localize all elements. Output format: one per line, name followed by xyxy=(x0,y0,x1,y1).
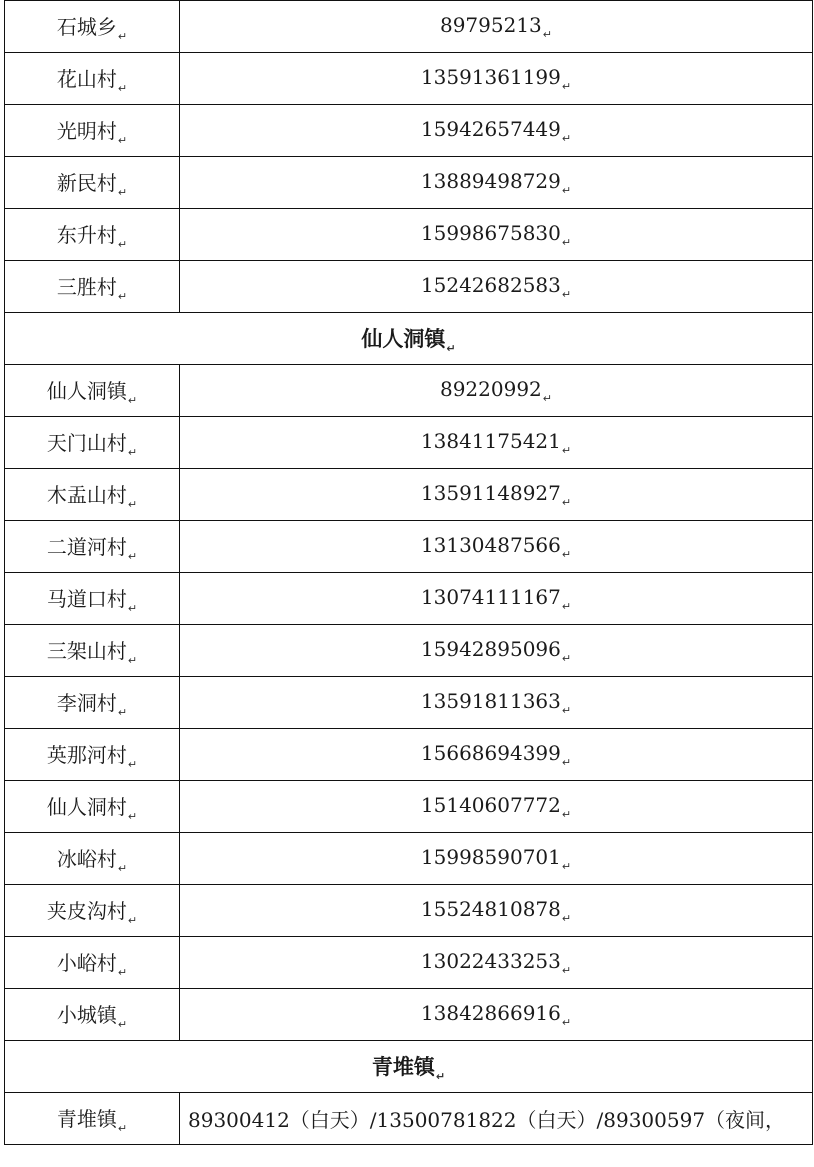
village-name: 小城镇 xyxy=(56,1002,117,1027)
paragraph-mark: ↵ xyxy=(127,549,138,563)
village-name: 英那河村 xyxy=(46,742,127,767)
phone-number: 13074111167 xyxy=(420,584,561,609)
paragraph-mark: ↵ xyxy=(561,547,572,561)
phone-number: 13130487566 xyxy=(420,532,561,557)
table-row xyxy=(5,989,813,1041)
table-row xyxy=(5,781,813,833)
table-row xyxy=(5,625,813,677)
paragraph-mark: ↵ xyxy=(561,443,572,457)
village-name-cell xyxy=(5,573,180,625)
village-name: 仙人洞村 xyxy=(46,794,127,819)
village-name: 三胜村 xyxy=(56,274,117,299)
phone-number: 89220992 xyxy=(439,376,542,401)
table-row xyxy=(5,469,813,521)
phone-number-cell xyxy=(180,365,813,417)
paragraph-mark: ↵ xyxy=(117,705,128,719)
village-name-cell xyxy=(5,989,180,1041)
phone-number-cell xyxy=(180,1093,813,1145)
paragraph-mark: ↵ xyxy=(561,131,572,145)
phone-number: 15998590701 xyxy=(420,844,561,869)
village-name: 光明村 xyxy=(56,118,117,143)
phone-number: 13889498729 xyxy=(420,168,561,193)
table-row xyxy=(5,1093,813,1145)
paragraph-mark: ↵ xyxy=(117,965,128,979)
paragraph-mark: ↵ xyxy=(117,185,128,199)
table-row xyxy=(5,833,813,885)
village-name: 东升村 xyxy=(56,222,117,247)
paragraph-mark: ↵ xyxy=(561,911,572,925)
village-name-cell xyxy=(5,261,180,313)
village-name-cell xyxy=(5,677,180,729)
phone-number-cell xyxy=(180,677,813,729)
paragraph-mark: ↵ xyxy=(561,599,572,613)
table-row xyxy=(5,573,813,625)
phone-number-cell xyxy=(180,573,813,625)
table-row xyxy=(5,53,813,105)
village-name-cell xyxy=(5,625,180,677)
phone-number-cell xyxy=(180,989,813,1041)
phone-number-cell xyxy=(180,885,813,937)
paragraph-mark: ↵ xyxy=(117,81,128,95)
paragraph-mark: ↵ xyxy=(117,29,128,43)
table-row xyxy=(5,209,813,261)
contact-table xyxy=(4,0,813,1145)
paragraph-mark: ↵ xyxy=(435,1069,446,1083)
phone-number-cell xyxy=(180,261,813,313)
village-name-cell xyxy=(5,885,180,937)
paragraph-mark: ↵ xyxy=(127,601,138,615)
village-name-cell xyxy=(5,469,180,521)
phone-number: 15524810878 xyxy=(420,896,561,921)
phone-number-cell xyxy=(180,105,813,157)
paragraph-mark: ↵ xyxy=(127,393,138,407)
village-name: 仙人洞镇 xyxy=(46,378,127,403)
table-row xyxy=(5,521,813,573)
paragraph-mark: ↵ xyxy=(446,341,456,355)
paragraph-mark: ↵ xyxy=(561,79,572,93)
paragraph-mark: ↵ xyxy=(127,809,138,823)
section-title-text: 青堆镇 xyxy=(371,1053,435,1079)
phone-number: 15942657449 xyxy=(420,116,561,141)
village-name: 夹皮沟村 xyxy=(46,898,127,923)
section-header-row xyxy=(5,313,813,365)
table-row xyxy=(5,937,813,989)
village-name-cell xyxy=(5,833,180,885)
paragraph-mark: ↵ xyxy=(117,861,128,875)
phone-number-cell xyxy=(180,937,813,989)
phone-number-cell xyxy=(180,521,813,573)
village-name-cell xyxy=(5,417,180,469)
paragraph-mark: ↵ xyxy=(561,963,572,977)
table-row xyxy=(5,729,813,781)
phone-number-cell xyxy=(180,469,813,521)
village-name: 石城乡 xyxy=(56,14,117,39)
village-name-cell xyxy=(5,157,180,209)
village-name: 二道河村 xyxy=(46,534,127,559)
contact-table-body xyxy=(5,1,813,1145)
paragraph-mark: ↵ xyxy=(561,1015,572,1029)
village-name-cell xyxy=(5,53,180,105)
village-name-cell xyxy=(5,105,180,157)
village-name-cell xyxy=(5,209,180,261)
phone-number-cell xyxy=(180,833,813,885)
phone-number: 15998675830 xyxy=(420,220,561,245)
table-row xyxy=(5,885,813,937)
paragraph-mark: ↵ xyxy=(127,757,138,771)
phone-number-cell xyxy=(180,729,813,781)
phone-number-cell xyxy=(180,209,813,261)
paragraph-mark: ↵ xyxy=(117,133,128,147)
paragraph-mark: ↵ xyxy=(117,1017,128,1031)
table-row xyxy=(5,365,813,417)
village-name: 冰峪村 xyxy=(56,846,117,871)
table-row xyxy=(5,105,813,157)
village-name-cell xyxy=(5,781,180,833)
phone-number: 13022433253 xyxy=(420,948,561,973)
village-name-cell xyxy=(5,1,180,53)
phone-number: 13591148927 xyxy=(420,480,561,505)
phone-number: 15942895096 xyxy=(420,636,561,661)
phone-number: 13591361199 xyxy=(420,64,561,89)
village-name-cell xyxy=(5,521,180,573)
village-name-cell xyxy=(5,1093,180,1145)
paragraph-mark: ↵ xyxy=(561,495,572,509)
section-title xyxy=(5,313,813,365)
table-row xyxy=(5,417,813,469)
phone-number: 15140607772 xyxy=(420,792,561,817)
paragraph-mark: ↵ xyxy=(117,1121,128,1135)
paragraph-mark: ↵ xyxy=(117,289,128,303)
paragraph-mark: ↵ xyxy=(561,287,572,301)
phone-number: 89300412（白天）/13500781822（白天）/89300597（夜间， xyxy=(188,1108,786,1132)
paragraph-mark: ↵ xyxy=(127,653,138,667)
table-row xyxy=(5,261,813,313)
phone-number: 89795213 xyxy=(439,12,542,37)
village-name-cell xyxy=(5,937,180,989)
village-name: 马道口村 xyxy=(46,586,127,611)
village-name: 小峪村 xyxy=(56,950,117,975)
paragraph-mark: ↵ xyxy=(561,703,572,717)
paragraph-mark: ↵ xyxy=(561,183,572,197)
phone-number: 15242682583 xyxy=(420,272,561,297)
paragraph-mark: ↵ xyxy=(127,913,138,927)
phone-number: 15668694399 xyxy=(420,740,561,765)
village-name: 三架山村 xyxy=(46,638,127,663)
paragraph-mark: ↵ xyxy=(561,651,572,665)
paragraph-mark: ↵ xyxy=(561,755,572,769)
table-row xyxy=(5,1,813,53)
village-name: 李洞村 xyxy=(56,690,117,715)
paragraph-mark: ↵ xyxy=(542,391,552,405)
section-title xyxy=(5,1041,813,1093)
phone-number: 13842866916 xyxy=(420,1000,561,1025)
paragraph-mark: ↵ xyxy=(127,497,138,511)
phone-number-cell xyxy=(180,157,813,209)
village-name-cell xyxy=(5,365,180,417)
phone-number-cell xyxy=(180,53,813,105)
section-header-row xyxy=(5,1041,813,1093)
phone-number: 13841175421 xyxy=(420,428,561,453)
table-row xyxy=(5,677,813,729)
paragraph-mark: ↵ xyxy=(542,27,552,41)
village-name: 新民村 xyxy=(56,170,117,195)
village-name: 青堆镇 xyxy=(56,1106,117,1131)
phone-number: 13591811363 xyxy=(420,688,561,713)
village-name: 花山村 xyxy=(56,66,117,91)
phone-number-cell xyxy=(180,781,813,833)
village-name: 木盂山村 xyxy=(46,482,127,507)
paragraph-mark: ↵ xyxy=(561,235,572,249)
phone-number-cell xyxy=(180,625,813,677)
paragraph-mark: ↵ xyxy=(117,237,128,251)
village-name-cell xyxy=(5,729,180,781)
village-name: 天门山村 xyxy=(46,430,127,455)
paragraph-mark: ↵ xyxy=(561,859,572,873)
section-title-text: 仙人洞镇 xyxy=(361,325,446,351)
paragraph-mark: ↵ xyxy=(561,807,572,821)
phone-number-cell xyxy=(180,417,813,469)
paragraph-mark: ↵ xyxy=(127,445,138,459)
phone-number-cell xyxy=(180,1,813,53)
table-row xyxy=(5,157,813,209)
